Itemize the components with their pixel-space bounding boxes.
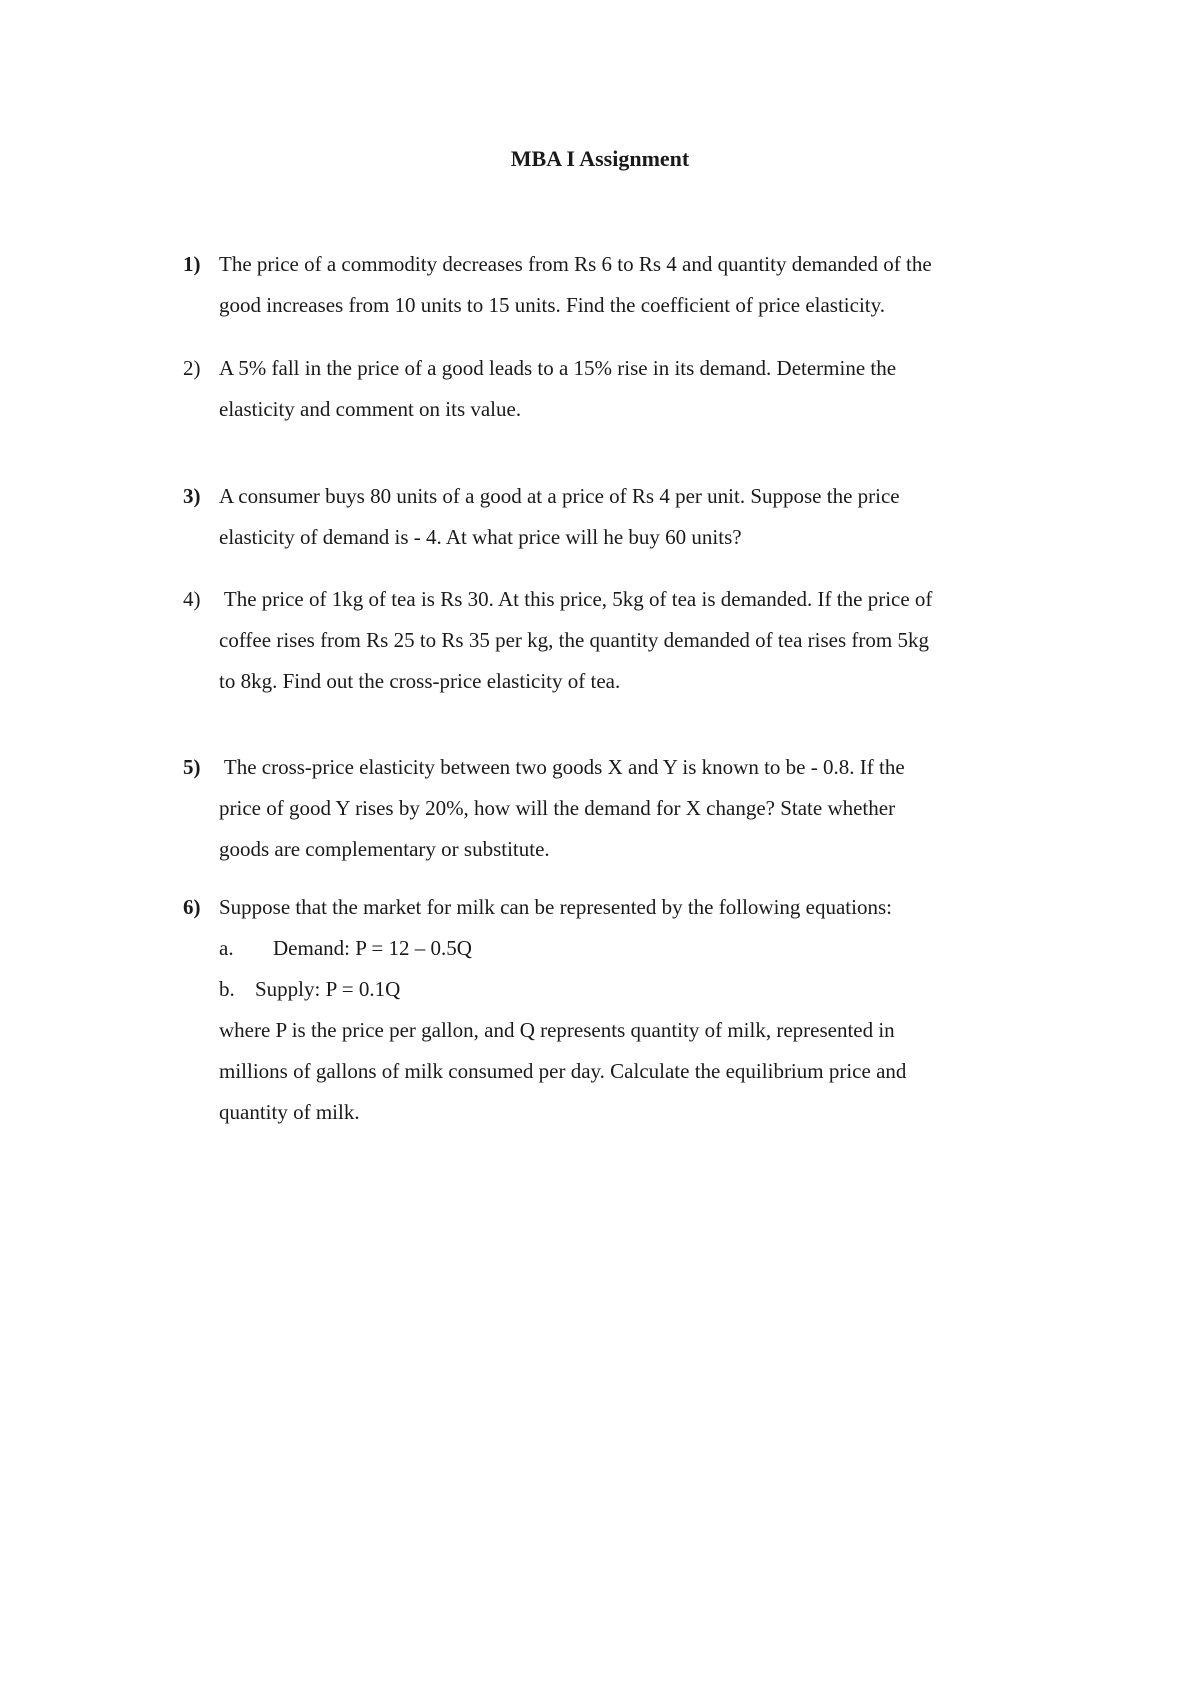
question-line: The cross-price elasticity between two goods X and Y is known to be - 0.8. If the	[219, 755, 905, 779]
question-intro: Suppose that the market for milk can be represented by the following equations:	[219, 895, 892, 919]
item-text: Demand: P = 12 – 0.5Q	[273, 936, 472, 960]
question-number: 1)	[183, 252, 201, 276]
page-title: MBA I Assignment	[510, 146, 690, 171]
question-text	[219, 348, 1063, 430]
question-number: 5)	[183, 755, 201, 779]
question-line: goods are complementary or substitute.	[219, 837, 550, 861]
question-2	[183, 348, 1063, 430]
question-number: 6)	[183, 895, 201, 919]
question-line: price of good Y rises by 20%, how will the demand for X change? State whether	[219, 796, 896, 820]
question-text	[219, 476, 1063, 558]
item-letter: b.	[219, 977, 235, 1001]
question-4	[183, 579, 1063, 702]
question-5	[183, 747, 1063, 870]
question-line: elasticity of demand is - 4. At what price will he buy 60 units?	[219, 525, 742, 549]
question-line: good increases from 10 units to 15 units. Find the coefficient of price elasticity.	[219, 293, 886, 317]
question-line: coffee rises from Rs 25 to Rs 35 per kg, the quantity demanded of tea rises from 5kg	[219, 628, 929, 652]
question-line: where P is the price per gallon, and Q represents quantity of milk, represented in	[219, 1018, 895, 1042]
question-text	[219, 244, 1063, 326]
question-number: 3)	[183, 484, 201, 508]
equation-item-b	[183, 969, 1063, 1010]
question-line: The price of 1kg of tea is Rs 30. At this price, 5kg of tea is demanded. If the price of	[219, 587, 933, 611]
question-line: elasticity and comment on its value.	[219, 397, 522, 421]
question-line: millions of gallons of milk consumed per day. Calculate the equilibrium price and	[219, 1059, 907, 1083]
question-line: A consumer buys 80 units of a good at a price of Rs 4 per unit. Suppose the price	[219, 484, 900, 508]
question-line: quantity of milk.	[219, 1100, 360, 1124]
question-text	[219, 1010, 1063, 1133]
question-6	[183, 887, 1063, 1133]
question-line: to 8kg. Find out the cross-price elasticity of tea.	[219, 669, 621, 693]
question-text	[219, 579, 1063, 702]
item-text: Supply: P = 0.1Q	[255, 977, 401, 1001]
item-letter: a.	[219, 936, 234, 960]
question-number: 4)	[183, 587, 201, 611]
question-text	[219, 747, 1063, 870]
question-1	[183, 244, 1063, 326]
question-text	[219, 887, 1063, 928]
question-line: The price of a commodity decreases from Rs 6 to Rs 4 and quantity demanded of the	[219, 252, 932, 276]
equation-item-a	[183, 928, 1063, 969]
question-number: 2)	[183, 356, 201, 380]
question-3	[183, 476, 1063, 558]
question-line: A 5% fall in the price of a good leads to a 15% rise in its demand. Determine the	[219, 356, 897, 380]
